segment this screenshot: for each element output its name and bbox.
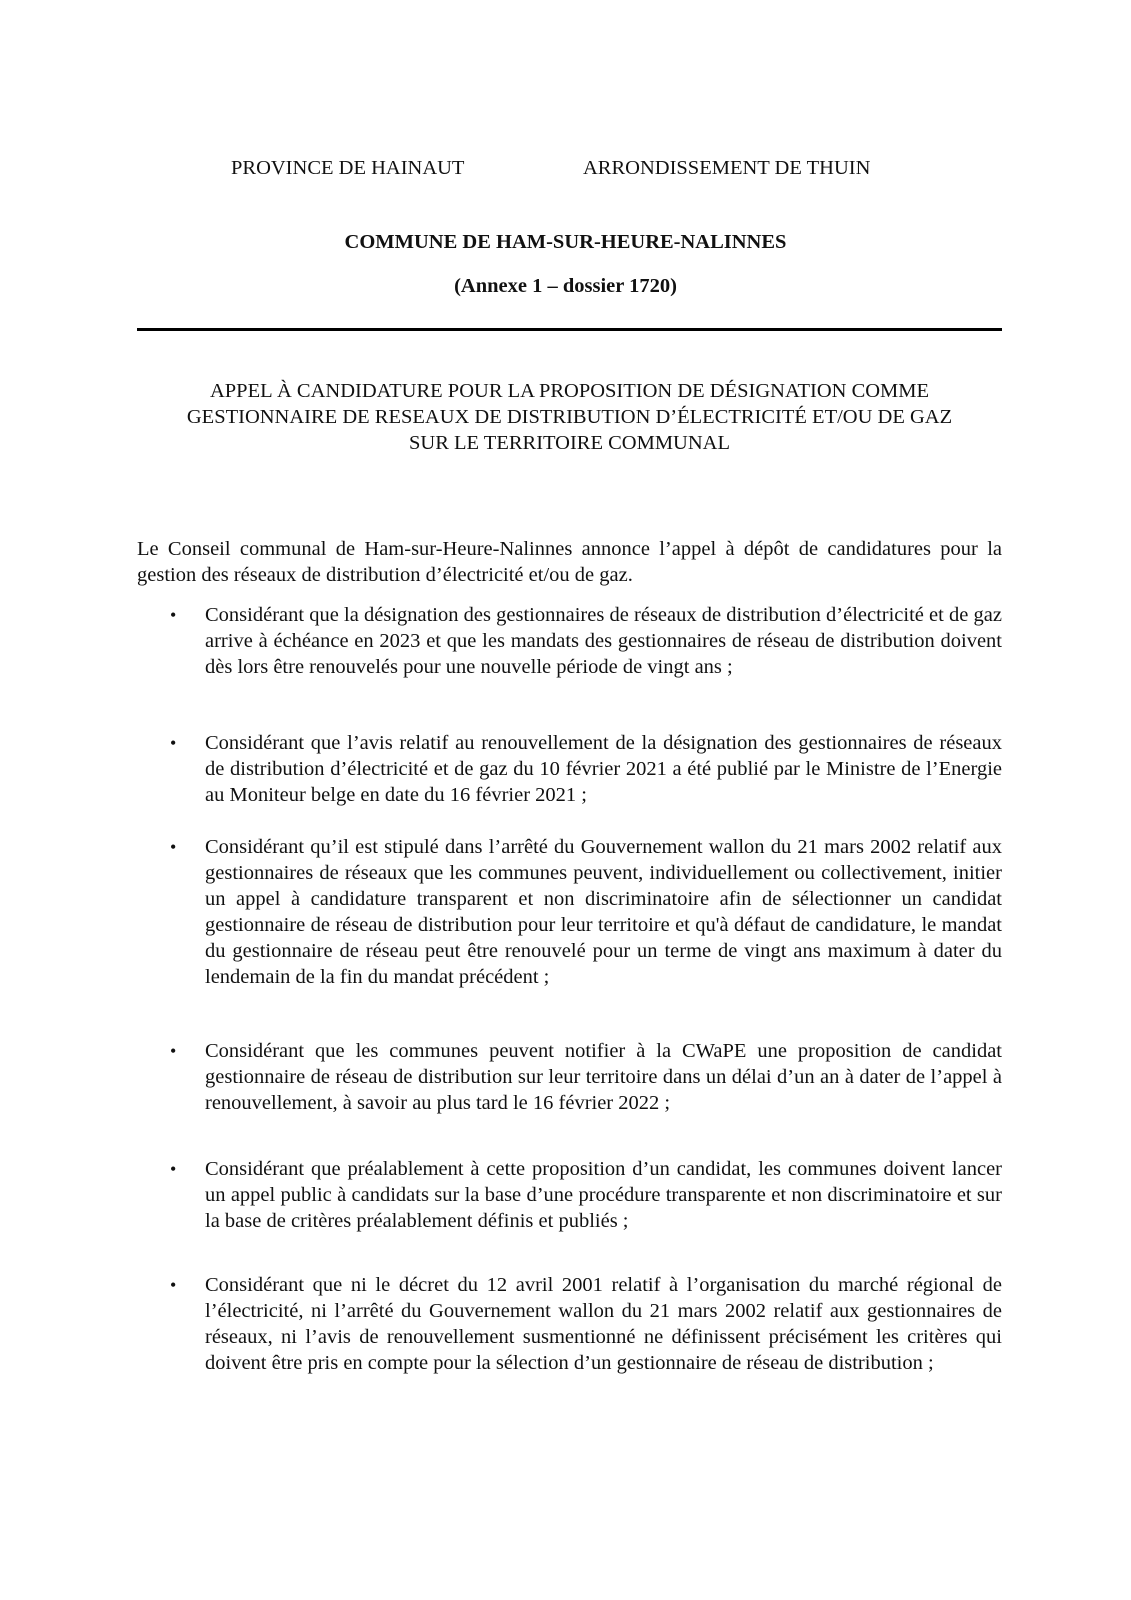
bullet-icon: • xyxy=(170,733,177,753)
title-line: SUR LE TERRITOIRE COMMUNAL xyxy=(409,432,730,454)
list-item-text: Considérant qu’il est stipulé dans l’arrêté du Gouvernement wallon du 21 mars 2002 relatif aux gestionnaires de réseaux que les communes peuvent, individuellement ou collectivement, initier un appel à candidature transparent et non discriminatoire afin de sélectionner un candidat gestionnaire de réseau de distribution pour leur territoire et qu'à défaut de candidature, le mandat du gestionnaire de réseau peut être renouvelé pour un terme de vingt ans maximum à dater du lendemain de la fin du mandat précédent ; xyxy=(205,836,1002,988)
list-item-text: Considérant que ni le décret du 12 avril 2001 relatif à l’organisation du marché régional de l’électricité, ni l’arrêté du Gouvernement wallon du 21 mars 2002 relatif aux gestionnaires de réseaux, ni l’avis de renouvellement susmentionné ne définissent précisément les critères qui doivent être pris en compte pour la sélection d’un gestionnaire de réseau de distribution ; xyxy=(205,1274,1002,1374)
arrondissement-label: ARRONDISSEMENT DE THUIN xyxy=(583,157,871,179)
list-item-text: Considérant que la désignation des gestionnaires de réseaux de distribution d’électricité et de gaz arrive à échéance en 2023 et que les mandats des gestionnaires de réseau de distribution doivent dès lors être renouvelés pour une nouvelle période de vingt ans ; xyxy=(205,604,1002,678)
bullet-icon: • xyxy=(170,1159,177,1179)
title-line: GESTIONNAIRE DE RESEAUX DE DISTRIBUTION D’ÉLECTRICITÉ ET/OU DE GAZ xyxy=(186,406,953,428)
province-label: PROVINCE DE HAINAUT xyxy=(231,157,465,179)
bullet-icon: • xyxy=(170,605,177,625)
annexe-reference: (Annexe 1 – dossier 1720) xyxy=(454,275,677,297)
bullet-icon: • xyxy=(170,1275,177,1295)
intro-paragraph: Le Conseil communal de Ham-sur-Heure-Nalinnes annonce l’appel à dépôt de candidatures pour la gestion des réseaux de distribution d’électricité et/ou de gaz. xyxy=(137,538,1002,586)
title-line: APPEL À CANDIDATURE POUR LA PROPOSITION DE DÉSIGNATION COMME xyxy=(209,380,930,402)
document-title xyxy=(137,378,1002,456)
list-item-text: Considérant que préalablement à cette proposition d’un candidat, les communes doivent lancer un appel public à candidats sur la base d’une procédure transparente et non discriminatoire et sur la base de critères préalablement définis et publiés ; xyxy=(205,1158,1002,1232)
list-item-text: Considérant que les communes peuvent notifier à la CWaPE une proposition de candidat gestionnaire de réseau de distribution sur leur territoire dans un délai d’un an à dater de l’appel à renouvellement, à savoir au plus tard le 16 février 2022 ; xyxy=(205,1040,1002,1114)
commune-heading: COMMUNE DE HAM-SUR-HEURE-NALINNES xyxy=(344,231,787,253)
bullet-icon: • xyxy=(170,1041,177,1061)
list-item-text: Considérant que l’avis relatif au renouvellement de la désignation des gestionnaires de réseaux de distribution d’électricité et de gaz du 10 février 2021 a été publié par le Ministre de l’Energie au Moniteur belge en date du 16 février 2021 ; xyxy=(205,732,1002,806)
bullet-icon: • xyxy=(170,837,177,857)
header-divider xyxy=(137,328,1002,331)
